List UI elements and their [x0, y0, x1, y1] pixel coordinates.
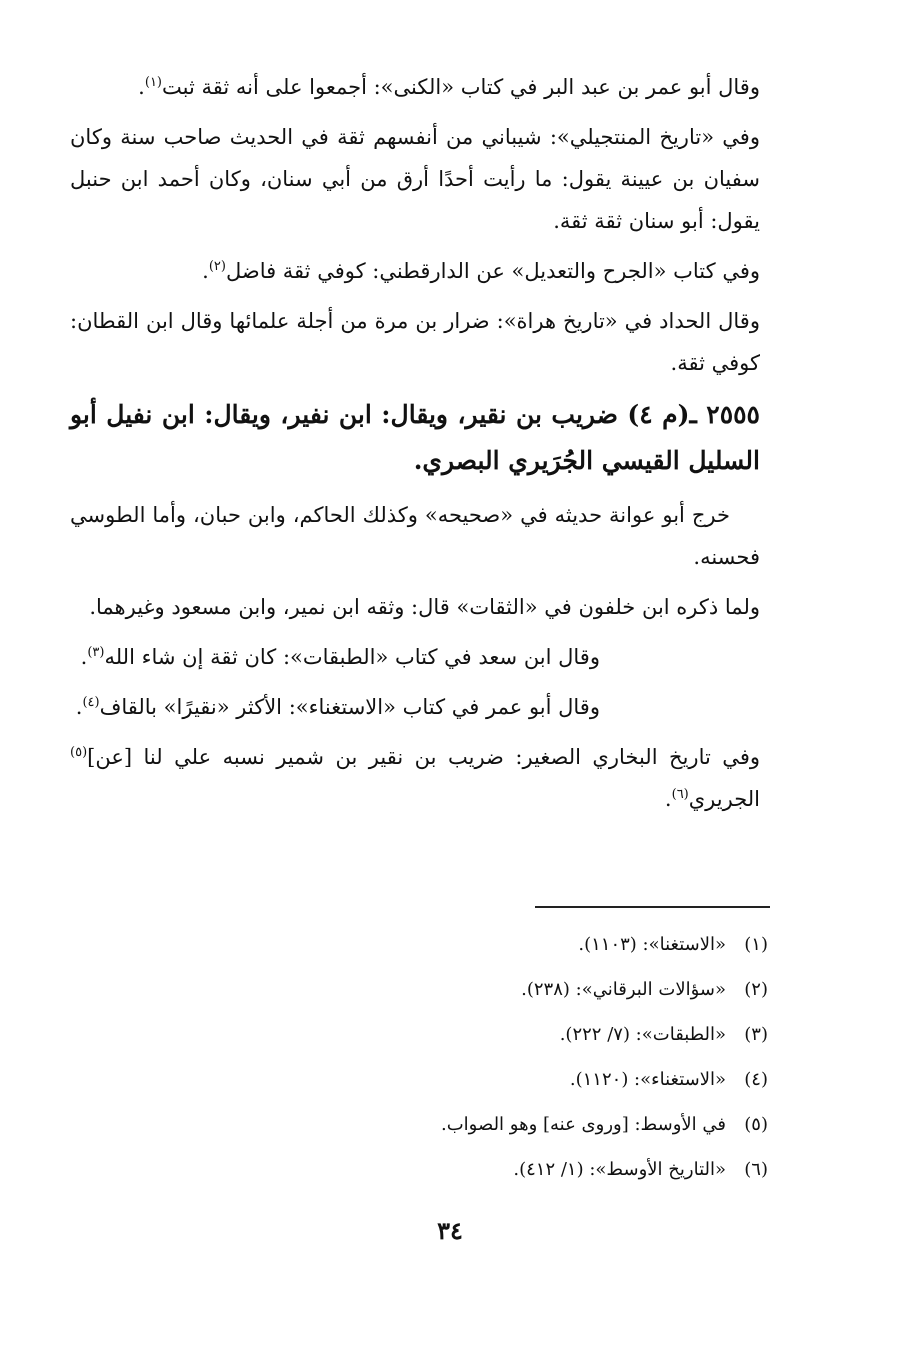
footnote-text: «الطبقات»: (٧/ ٢٢٢). [559, 1024, 726, 1045]
footnotes [128, 922, 768, 1192]
footnote [128, 1057, 768, 1102]
footnote-number: (٥) [744, 1114, 768, 1135]
footnote-number: (٤) [744, 1069, 768, 1090]
footnote-text: «الاستغنا»: (١١٠٣). [578, 934, 726, 955]
footnote-text: في الأوسط: [وروى عنه] وهو الصواب. [441, 1114, 726, 1135]
main-text [70, 66, 760, 828]
footnote-divider [535, 906, 770, 908]
footnote [128, 922, 768, 967]
paragraph: وفي كتاب «الجرح والتعديل» عن الدارقطني: كوفي ثقة فاضل$^{(٢)}$. [202, 259, 760, 283]
footnote-text: «سؤالات البرقاني»: (٢٣٨). [521, 979, 726, 1000]
paragraph: وقال أبو عمر في كتاب «الاستغناء»: الأكثر «نقيرًا» بالقاف$^{(٤)}$. [75, 695, 600, 719]
page-number: ٣٤ [437, 1216, 463, 1245]
footnote [128, 1102, 768, 1147]
paragraph: وقال ابن سعد في كتاب «الطبقات»: كان ثقة إن شاء الله$^{(٣)}$. [80, 645, 600, 669]
paragraph: خرج أبو عوانة حديثه في «صحيحه» وكذلك الحاكم، وابن حبان، وأما الطوسي فحسنه. [70, 503, 760, 569]
paragraph: ولما ذكره ابن خلفون في «الثقات» قال: وثقه ابن نمير، وابن مسعود وغيرهما. [89, 595, 760, 619]
footnote-ref: (٢) [208, 259, 226, 274]
footnote-ref: (٤) [82, 695, 100, 710]
paragraph: وفي تاريخ البخاري الصغير: ضريب بن نقير بن شمير نسبه علي لنا [عن]$^{(٥)}$ الجريري$^{(٦)}$. [70, 745, 760, 811]
footnote-ref: (٣) [87, 645, 105, 660]
footnote-ref: (١) [144, 75, 162, 90]
footnote-number: (٣) [744, 1024, 768, 1045]
footnote-text: «التاريخ الأوسط»: (١/ ٤١٢). [513, 1159, 726, 1180]
paragraph: وفي «تاريخ المنتجيلي»: شيباني من أنفسهم ثقة في الحديث صاحب سنة وكان سفيان بن عيينة يقول: ما رأيت أحدًا أرق من أبي سنان، وكان أحمد ابن حنبل يقول: أبو سنان ثقة ثقة. [70, 125, 760, 233]
footnote [128, 1147, 768, 1192]
footnote-number: (٢) [744, 979, 768, 1000]
footnote-ref: (٥) [70, 745, 88, 760]
footnote [128, 967, 768, 1012]
footnote-text: «الاستغناء»: (١١٢٠). [569, 1069, 726, 1090]
footnote-number: (١) [744, 934, 768, 955]
footnote [128, 1012, 768, 1057]
entry-heading: ٢٥٥٥ ـ(م ٤) ضريب بن نقير، ويقال: ابن نفير، ويقال: ابن نفيل أبو السليل القيسي الجُرَيري البصري. [70, 400, 760, 475]
footnote-number: (٦) [744, 1159, 768, 1180]
paragraph: وقال أبو عمر بن عبد البر في كتاب «الكنى»: أجمعوا على أنه ثقة ثبت$^{(١)}$. [138, 75, 760, 99]
paragraph: وقال الحداد في «تاريخ هراة»: ضرار بن مرة من أجلة علمائها وقال ابن القطان: كوفي ثقة. [70, 309, 760, 375]
footnote-ref: (٦) [671, 787, 689, 802]
